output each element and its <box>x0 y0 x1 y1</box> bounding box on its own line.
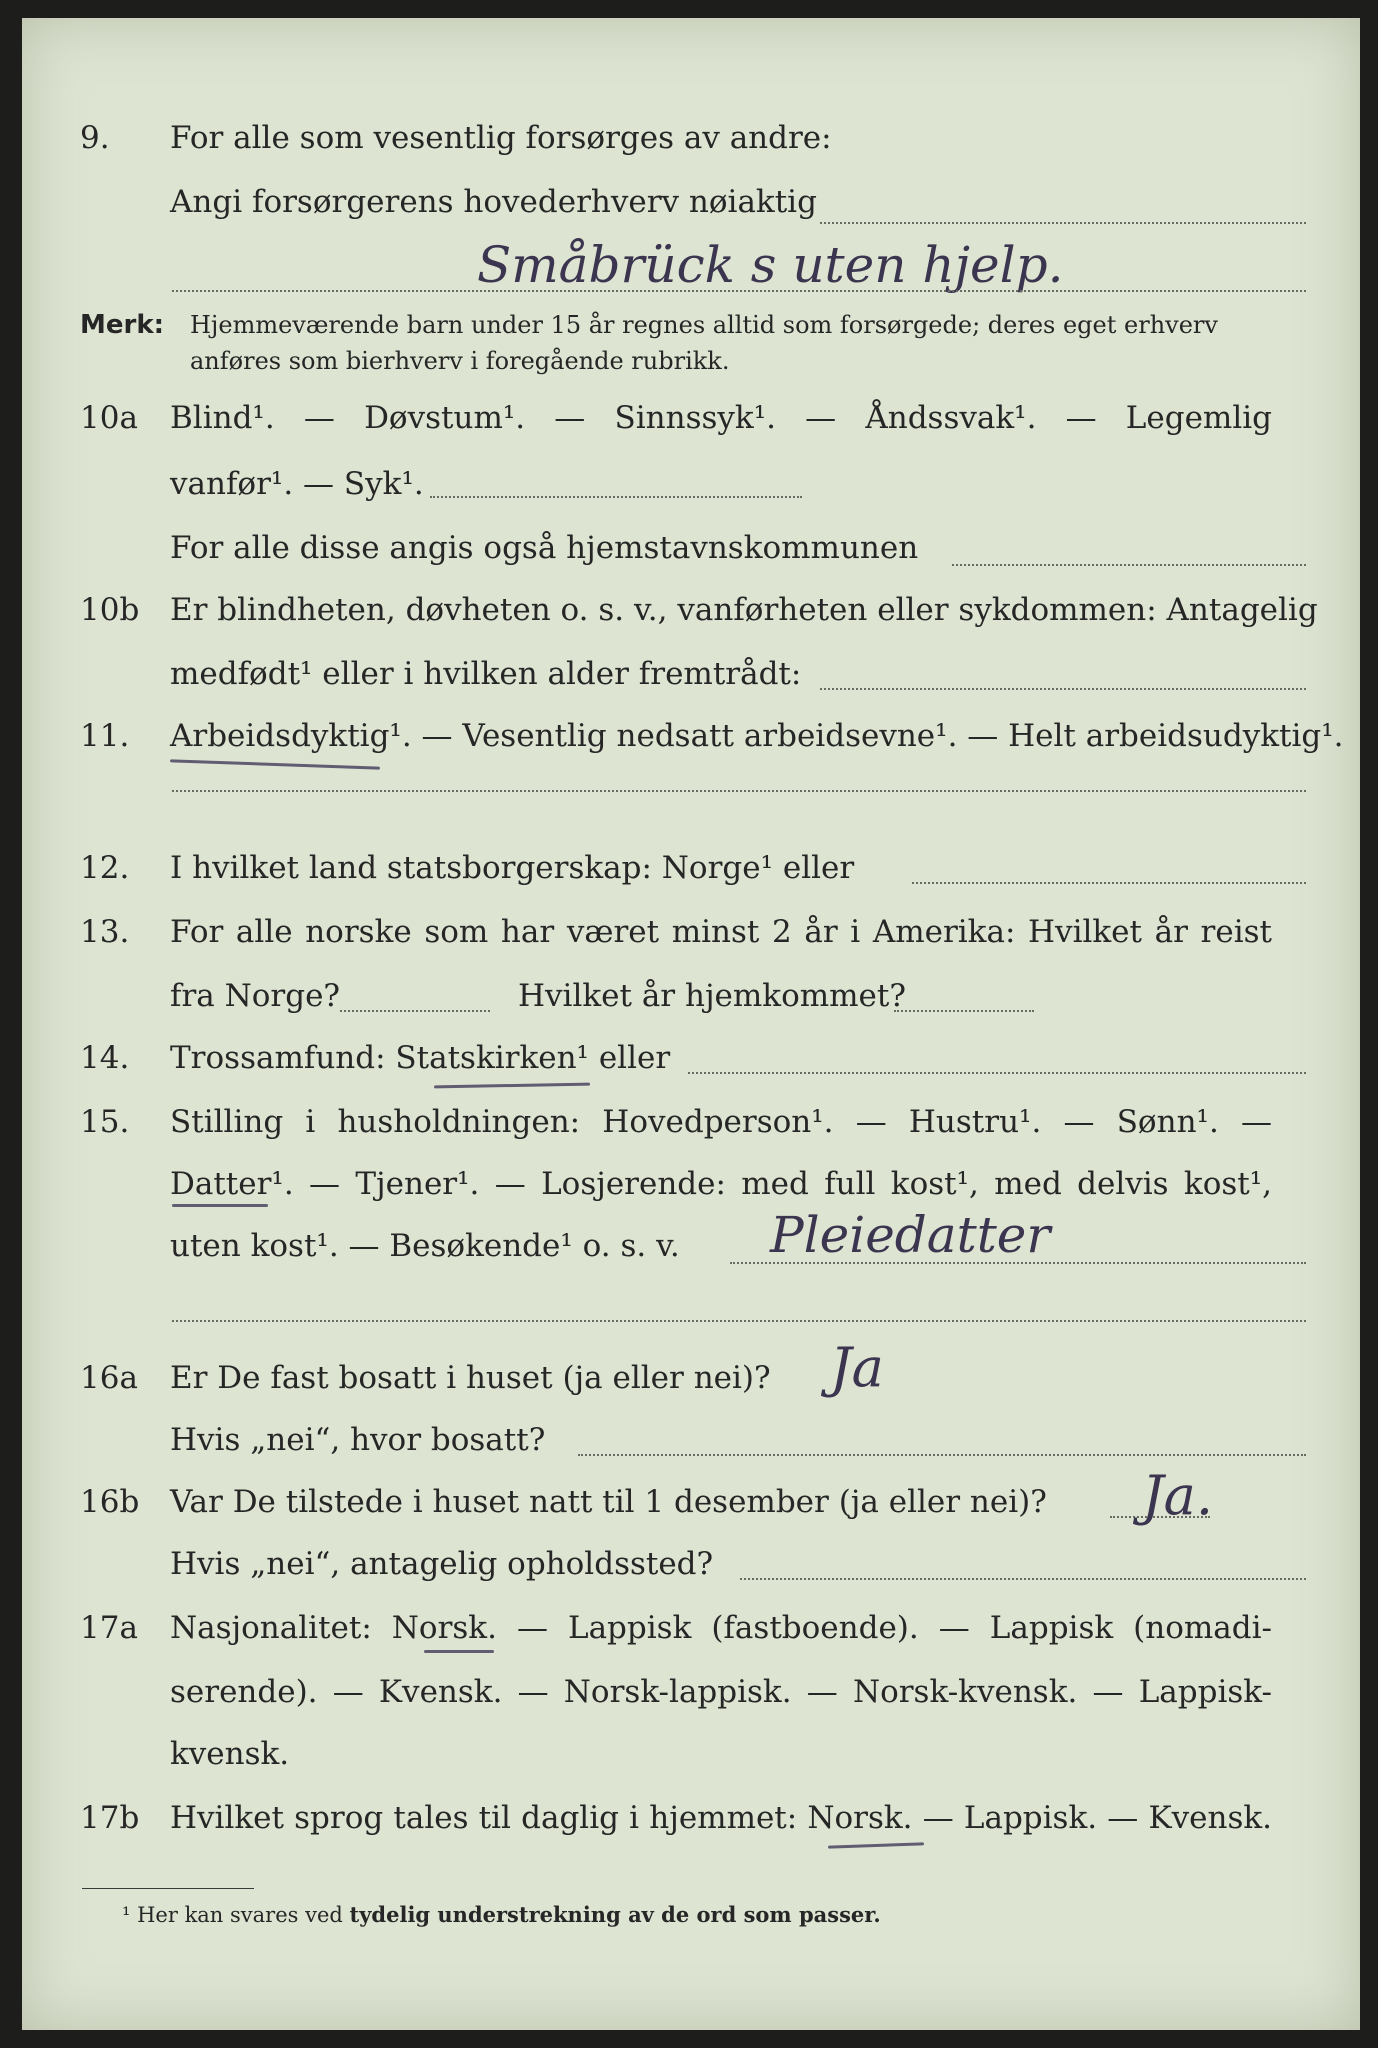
q16a-handwritten-answer: Ja <box>830 1336 884 1399</box>
q9-handwritten-answer: Småbrück s uten hjelp. <box>477 236 1064 294</box>
q15-handwritten-answer: Pleiedatter <box>770 1206 1051 1264</box>
q12-text-1: I hvilket land statsborgerskap: Norge¹ eller <box>170 850 855 886</box>
q10b-number: 10b <box>80 592 140 628</box>
q10a-text-2: vanfør¹. — Syk¹. <box>170 466 424 502</box>
q16b-text-1: Var De tilstede i huset natt til 1 desember (ja eller nei)? <box>170 1484 1047 1520</box>
q11-answer-underline <box>170 759 380 769</box>
q10b-dotted-line <box>820 688 1306 690</box>
q12-dotted-line <box>912 882 1306 884</box>
q16b-handwritten-answer: Ja. <box>1142 1464 1214 1527</box>
q13-hjemkommet-line <box>894 1010 1034 1012</box>
q16a-dotted-line <box>578 1454 1306 1456</box>
merk-text-1: Hjemmeværende barn under 15 år regnes alltid som forsørgede; deres eget erhverv <box>190 311 1218 339</box>
q13-text-1: For alle norske som har været minst 2 år i Amerika: Hvilket år reist <box>170 914 1272 950</box>
q14-text-1: Trossamfund: Statskirken¹ eller <box>170 1040 671 1076</box>
q17a-answer-underline <box>424 1650 494 1653</box>
q14-number: 14. <box>80 1040 130 1076</box>
q14-answer-underline <box>434 1083 590 1089</box>
q10a-syk-line <box>430 496 802 498</box>
merk-label: Merk: <box>80 310 165 340</box>
footnote-rule <box>82 1888 254 1889</box>
q13-text-2a: fra Norge? <box>170 978 341 1014</box>
q17b-text-1: Hvilket sprog tales til daglig i hjemmet: Norsk. — Lappisk. — Kvensk. <box>170 1800 1272 1836</box>
q16a-number: 16a <box>80 1360 138 1396</box>
q15-answer-underline <box>172 1204 268 1207</box>
q11-dotted-line <box>172 790 1306 792</box>
q10b-text-2: medfødt¹ eller i hvilken alder fremtrådt: <box>170 656 802 692</box>
q16b-dotted-line <box>740 1578 1306 1580</box>
q10a-number: 10a <box>80 400 138 436</box>
q16b-number: 16b <box>80 1484 140 1520</box>
q10a-text-1: Blind¹. — Døvstum¹. — Sinnssyk¹. — Åndssvak¹. — Legemlig <box>170 400 1272 436</box>
q15-number: 15. <box>80 1104 130 1140</box>
q17a-number: 17a <box>80 1610 138 1646</box>
q13-reist-line <box>340 1010 490 1012</box>
q17a-text-1: Nasjonalitet: Norsk. — Lappisk (fastboende). — Lappisk (nomadi- <box>170 1610 1272 1646</box>
q15-text-2: Datter¹. — Tjener¹. — Losjerende: med full kost¹, med delvis kost¹, <box>170 1166 1272 1202</box>
footnote-mark: ¹ <box>122 1903 131 1927</box>
q16a-text-1: Er De fast bosatt i huset (ja eller nei)? <box>170 1360 771 1396</box>
q17a-text-3: kvensk. <box>170 1736 290 1772</box>
q9-answer-line <box>172 290 1306 292</box>
q9-dotted-line <box>820 222 1306 224</box>
q14-dotted-line <box>688 1072 1306 1074</box>
q11-number: 11. <box>80 718 130 754</box>
q10a-text-3: For alle disse angis også hjemstavnskommunen <box>170 530 919 566</box>
q13-number: 13. <box>80 914 130 950</box>
merk-text-2: anføres som bierhverv i foregående rubrikk. <box>190 347 730 375</box>
q15-text-3: uten kost¹. — Besøkende¹ o. s. v. <box>170 1228 680 1264</box>
q11-text-1: Arbeidsdyktig¹. — Vesentlig nedsatt arbeidsevne¹. — Helt arbeidsudyktig¹. <box>170 718 1344 754</box>
q16b-text-2: Hvis „nei“, antagelig opholdssted? <box>170 1546 714 1582</box>
q17b-answer-underline <box>828 1842 924 1848</box>
q17a-text-2: serende). — Kvensk. — Norsk-lappisk. — Norsk-kvensk. — Lappisk- <box>170 1674 1272 1710</box>
q12-number: 12. <box>80 850 130 886</box>
q16a-text-2: Hvis „nei“, hvor bosatt? <box>170 1422 546 1458</box>
q15-text-1: Stilling i husholdningen: Hovedperson¹. — Hustru¹. — Sønn¹. — <box>170 1104 1272 1140</box>
q15-answer-line <box>730 1262 1306 1264</box>
q15-dotted-line <box>172 1320 1306 1322</box>
q10a-hjemstavn-line <box>952 564 1306 566</box>
q9-text-1: For alle som vesentlig forsørges av andre: <box>170 120 832 156</box>
q9-number: 9. <box>80 120 110 156</box>
census-form-page <box>22 18 1360 2030</box>
q9-text-2: Angi forsørgerens hovederhverv nøiaktig <box>170 184 817 220</box>
footnote-text: Her kan svares ved <box>137 1903 343 1927</box>
q13-text-2b: Hvilket år hjemkommet? <box>518 978 906 1014</box>
footnote <box>122 1902 881 1927</box>
footnote-bold-text: tydelig understrekning av de ord som passer. <box>349 1902 881 1927</box>
q17b-number: 17b <box>80 1800 140 1836</box>
q10b-text-1: Er blindheten, døvheten o. s. v., vanførheten eller sykdommen: Antagelig <box>170 592 1318 628</box>
